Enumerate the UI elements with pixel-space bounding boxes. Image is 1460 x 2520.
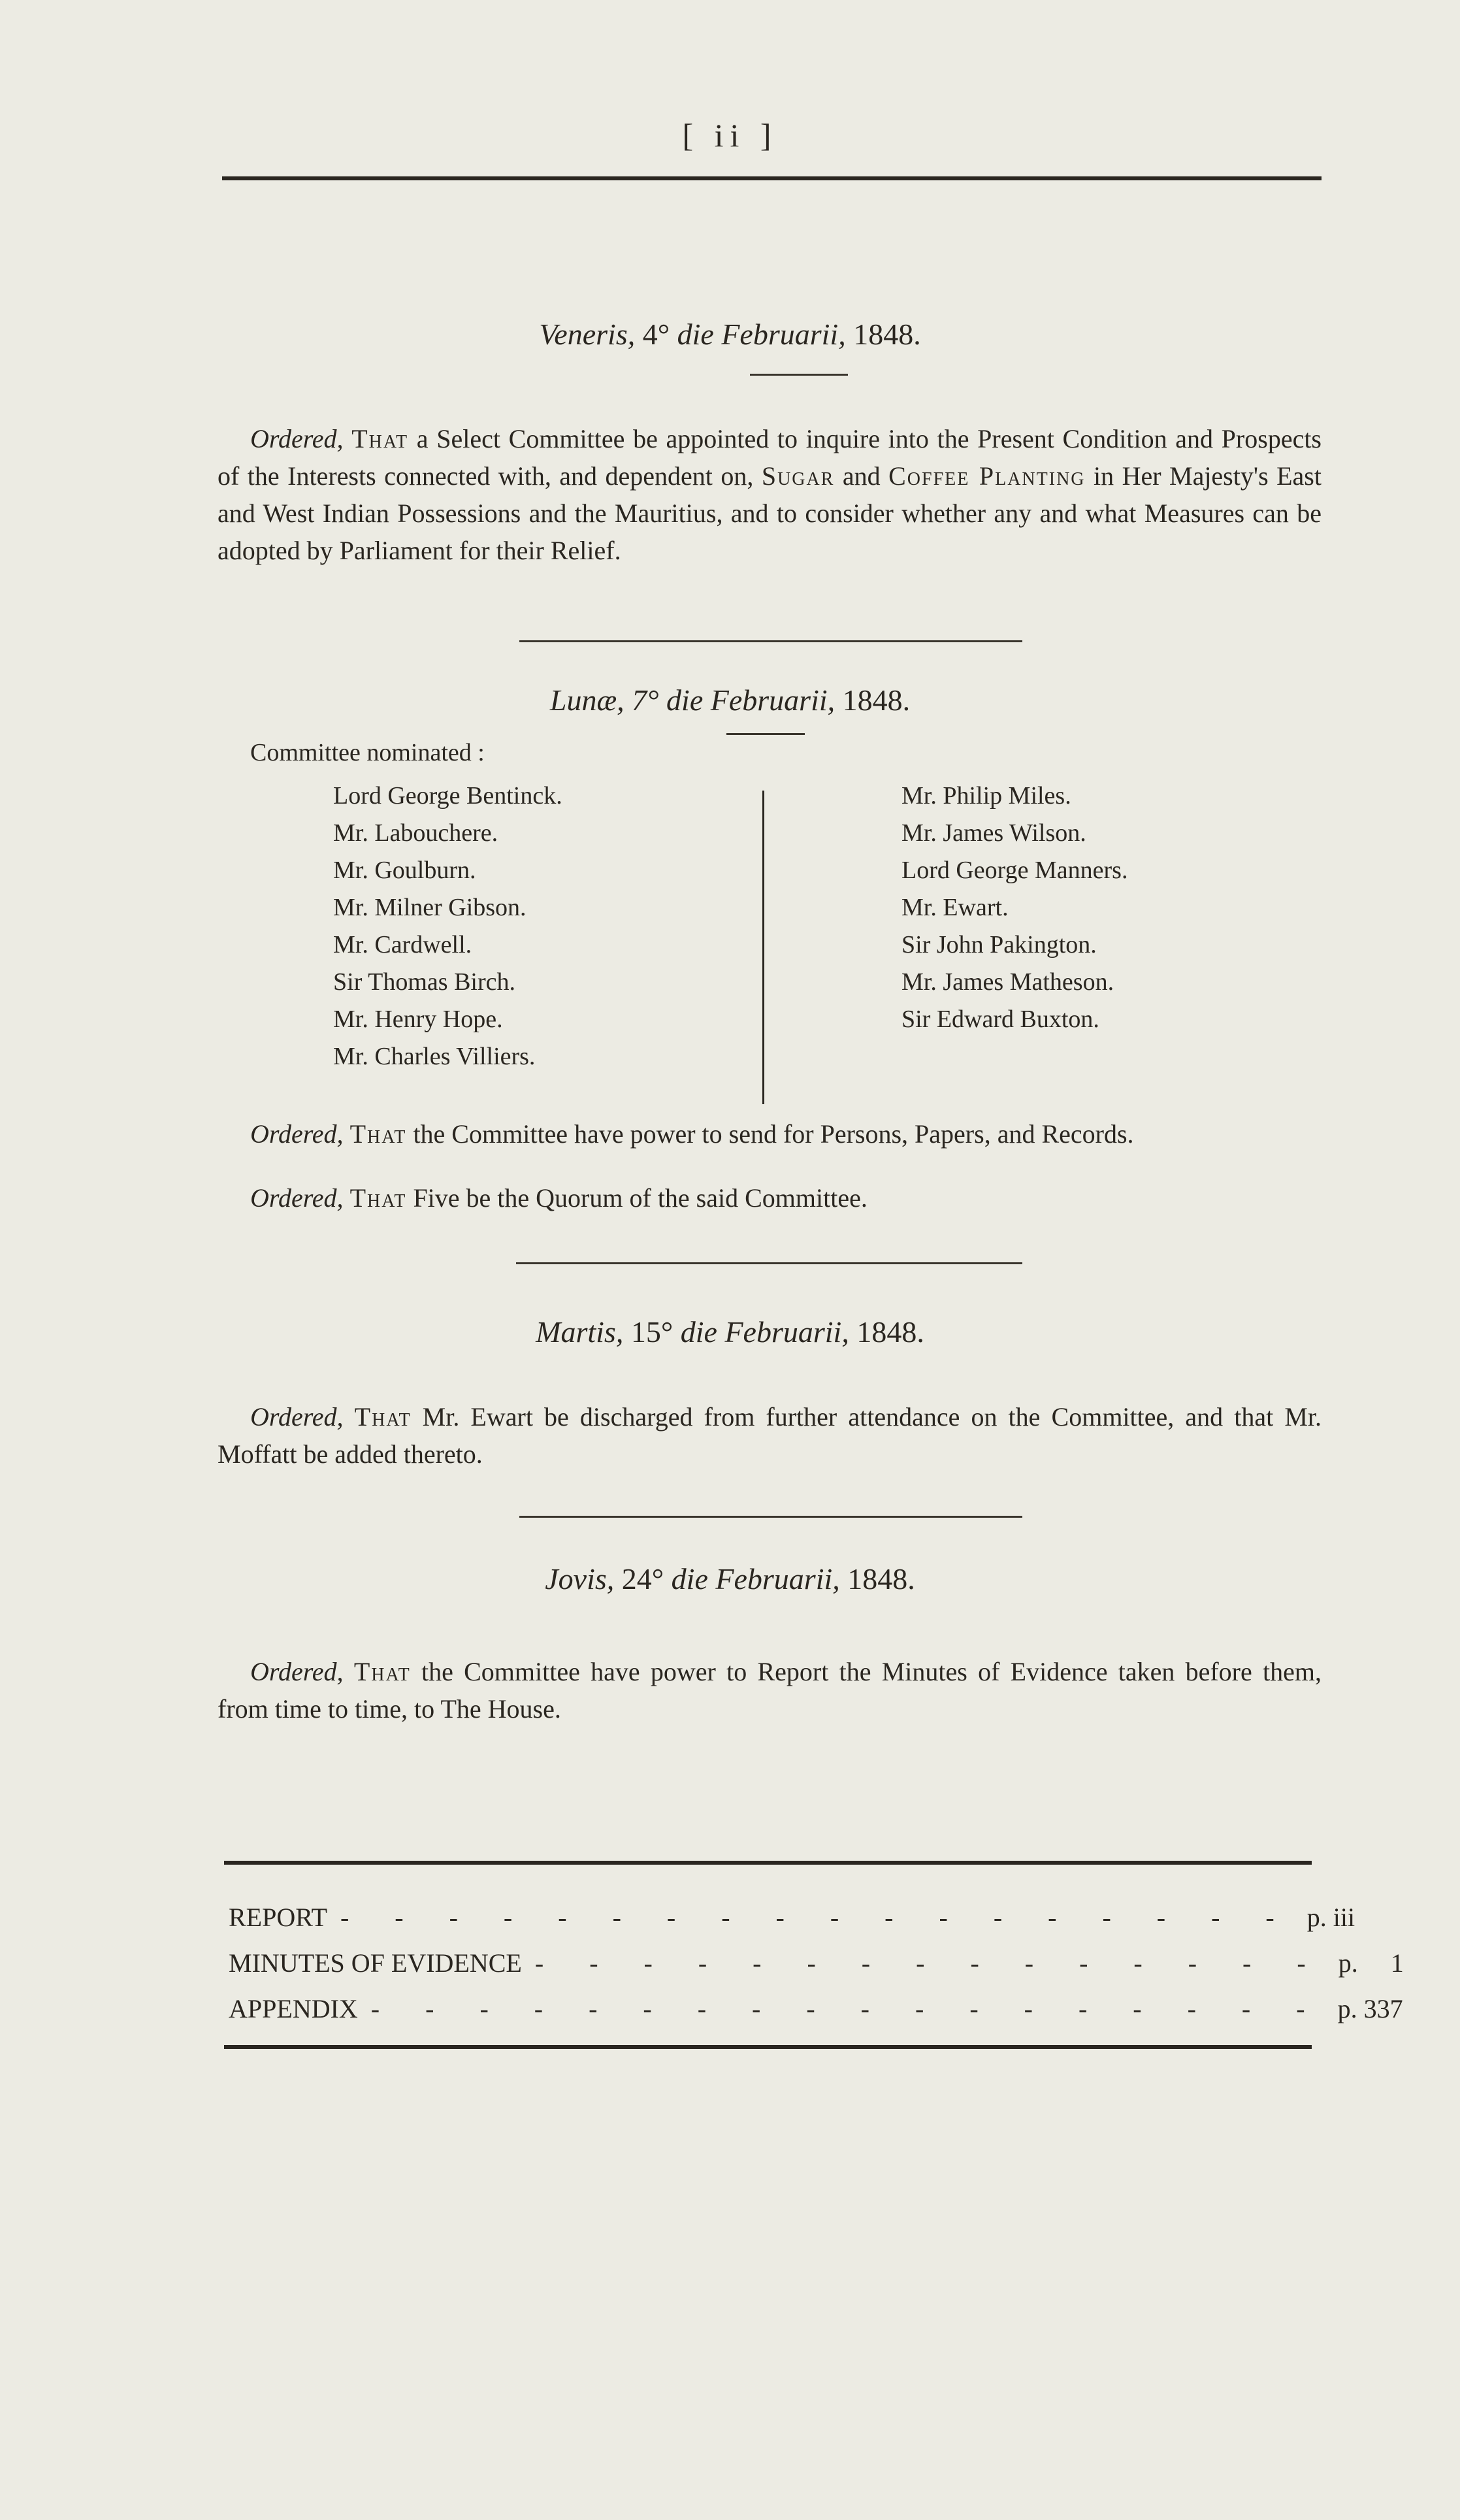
order-paragraph-discharge xyxy=(218,1398,1322,1473)
members-left-column xyxy=(333,777,562,1075)
committee-nominated-label: Committee nominated : xyxy=(250,739,485,766)
member-name: Mr. Cardwell. xyxy=(333,931,472,958)
member-name: Lord George Manners. xyxy=(901,857,1128,884)
order-sugar: Sugar xyxy=(761,461,835,491)
date-heading-veneris xyxy=(0,317,1460,352)
date-num: 7° xyxy=(632,683,659,717)
member-name: Mr. Labouchere. xyxy=(333,819,498,847)
date-year: 1848. xyxy=(842,683,911,717)
contents-row-appendix xyxy=(229,1986,1403,2032)
contents-top-rule xyxy=(224,1861,1312,1865)
date-rest: die Februarii, xyxy=(680,1315,849,1349)
contents-row-minutes xyxy=(229,1940,1404,1986)
contents-page: p. 1 xyxy=(1338,1948,1404,1978)
date-rest: die Februarii, xyxy=(671,1562,840,1595)
column-divider xyxy=(762,791,764,1104)
order-paragraph-quorum xyxy=(218,1179,1322,1217)
order-coffee-planting: Coffee Planting xyxy=(888,461,1086,491)
contents-page: p. iii xyxy=(1306,1903,1355,1932)
date-year: 1848. xyxy=(847,1562,915,1595)
that-label: That xyxy=(351,424,409,453)
date-year: 1848. xyxy=(853,318,921,351)
member-name: Mr. James Wilson. xyxy=(901,819,1086,847)
contents-leader: - - - - - - - - - - - - - - - - - - xyxy=(370,1994,1325,2023)
order-paragraph-powers xyxy=(218,1115,1322,1153)
contents-title: APPENDIX xyxy=(229,1994,358,2023)
that-label: That xyxy=(349,1119,407,1149)
date-day: Martis, xyxy=(536,1315,624,1349)
ordered-label: Ordered, xyxy=(250,1183,344,1213)
contents-bottom-rule xyxy=(224,2045,1312,2049)
date-num: 4° xyxy=(642,318,670,351)
contents-title: REPORT xyxy=(229,1903,327,1932)
order-text: the Committee have power to Report the Minutes of Evidence taken before them, from time to time, to The House. xyxy=(218,1657,1322,1724)
members-right-column xyxy=(901,777,1127,1038)
member-name: Sir Thomas Birch. xyxy=(333,968,516,996)
member-name: Mr. Ewart. xyxy=(901,894,1009,921)
contents-table xyxy=(229,1895,1404,2032)
date-day: Veneris, xyxy=(539,318,636,351)
date-heading-lunae xyxy=(0,683,1460,717)
contents-page: p. 337 xyxy=(1337,1994,1403,2023)
short-rule xyxy=(726,733,805,735)
member-name: Mr. Milner Gibson. xyxy=(333,894,527,921)
order-text-part3: in Her Majesty's East and West Indian Possessions and the Mauritius, and to consider whether any and what Measures can be adopted by Parliament for their Relief. xyxy=(218,461,1322,565)
short-rule xyxy=(750,374,848,376)
header-rule xyxy=(222,176,1322,180)
order-text-part1: a Select Committee be appointed to inquire into the Present Condition and Prospects of the Interests connected with, and dependent on, xyxy=(218,424,1322,491)
ordered-label: Ordered, xyxy=(250,1402,344,1432)
contents-row-report xyxy=(229,1895,1355,1940)
date-heading-jovis xyxy=(0,1562,1460,1596)
member-name: Mr. Goulburn. xyxy=(333,857,476,884)
page-number: [ ii ] xyxy=(682,117,778,154)
section-rule xyxy=(519,1516,1022,1518)
order-paragraph-report xyxy=(218,1653,1322,1727)
date-rest: die Februarii, xyxy=(677,318,846,351)
order-text-part2: and xyxy=(834,461,889,491)
order-text: Five be the Quorum of the said Committee. xyxy=(406,1183,868,1213)
contents-title: MINUTES OF EVIDENCE xyxy=(229,1948,522,1978)
member-name: Lord George Bentinck. xyxy=(333,782,562,810)
order-text: Mr. Ewart be discharged from further attendance on the Committee, and that Mr. Moffatt be added thereto. xyxy=(218,1402,1322,1469)
ordered-label: Ordered, xyxy=(250,1657,344,1686)
member-name: Sir John Pakington. xyxy=(901,931,1097,958)
member-name: Sir Edward Buxton. xyxy=(901,1006,1099,1033)
order-paragraph-appointment xyxy=(218,420,1322,569)
member-name: Mr. Philip Miles. xyxy=(901,782,1071,810)
that-label: That xyxy=(353,1657,411,1686)
date-num: 15° xyxy=(630,1315,673,1349)
member-name: Mr. Henry Hope. xyxy=(333,1006,503,1033)
contents-leader: - - - - - - - - - - - - - - - - - - xyxy=(340,1903,1294,1932)
date-num: 24° xyxy=(621,1562,664,1595)
order-text: the Committee have power to send for Persons, Papers, and Records. xyxy=(406,1119,1134,1149)
ordered-label: Ordered, xyxy=(250,1119,344,1149)
date-day: Jovis, xyxy=(545,1562,615,1595)
member-name: Mr. James Matheson. xyxy=(901,968,1114,996)
ordered-label: Ordered, xyxy=(250,424,344,453)
that-label: That xyxy=(354,1402,412,1432)
section-rule xyxy=(519,640,1022,642)
member-name: Mr. Charles Villiers. xyxy=(333,1043,536,1070)
section-rule xyxy=(516,1262,1022,1264)
date-year: 1848. xyxy=(856,1315,924,1349)
that-label: That xyxy=(349,1183,407,1213)
contents-leader: - - - - - - - - - - - - - - - xyxy=(534,1948,1325,1978)
date-heading-martis xyxy=(0,1315,1460,1349)
date-day: Lunæ, xyxy=(549,683,625,717)
date-rest: die Februarii, xyxy=(666,683,835,717)
